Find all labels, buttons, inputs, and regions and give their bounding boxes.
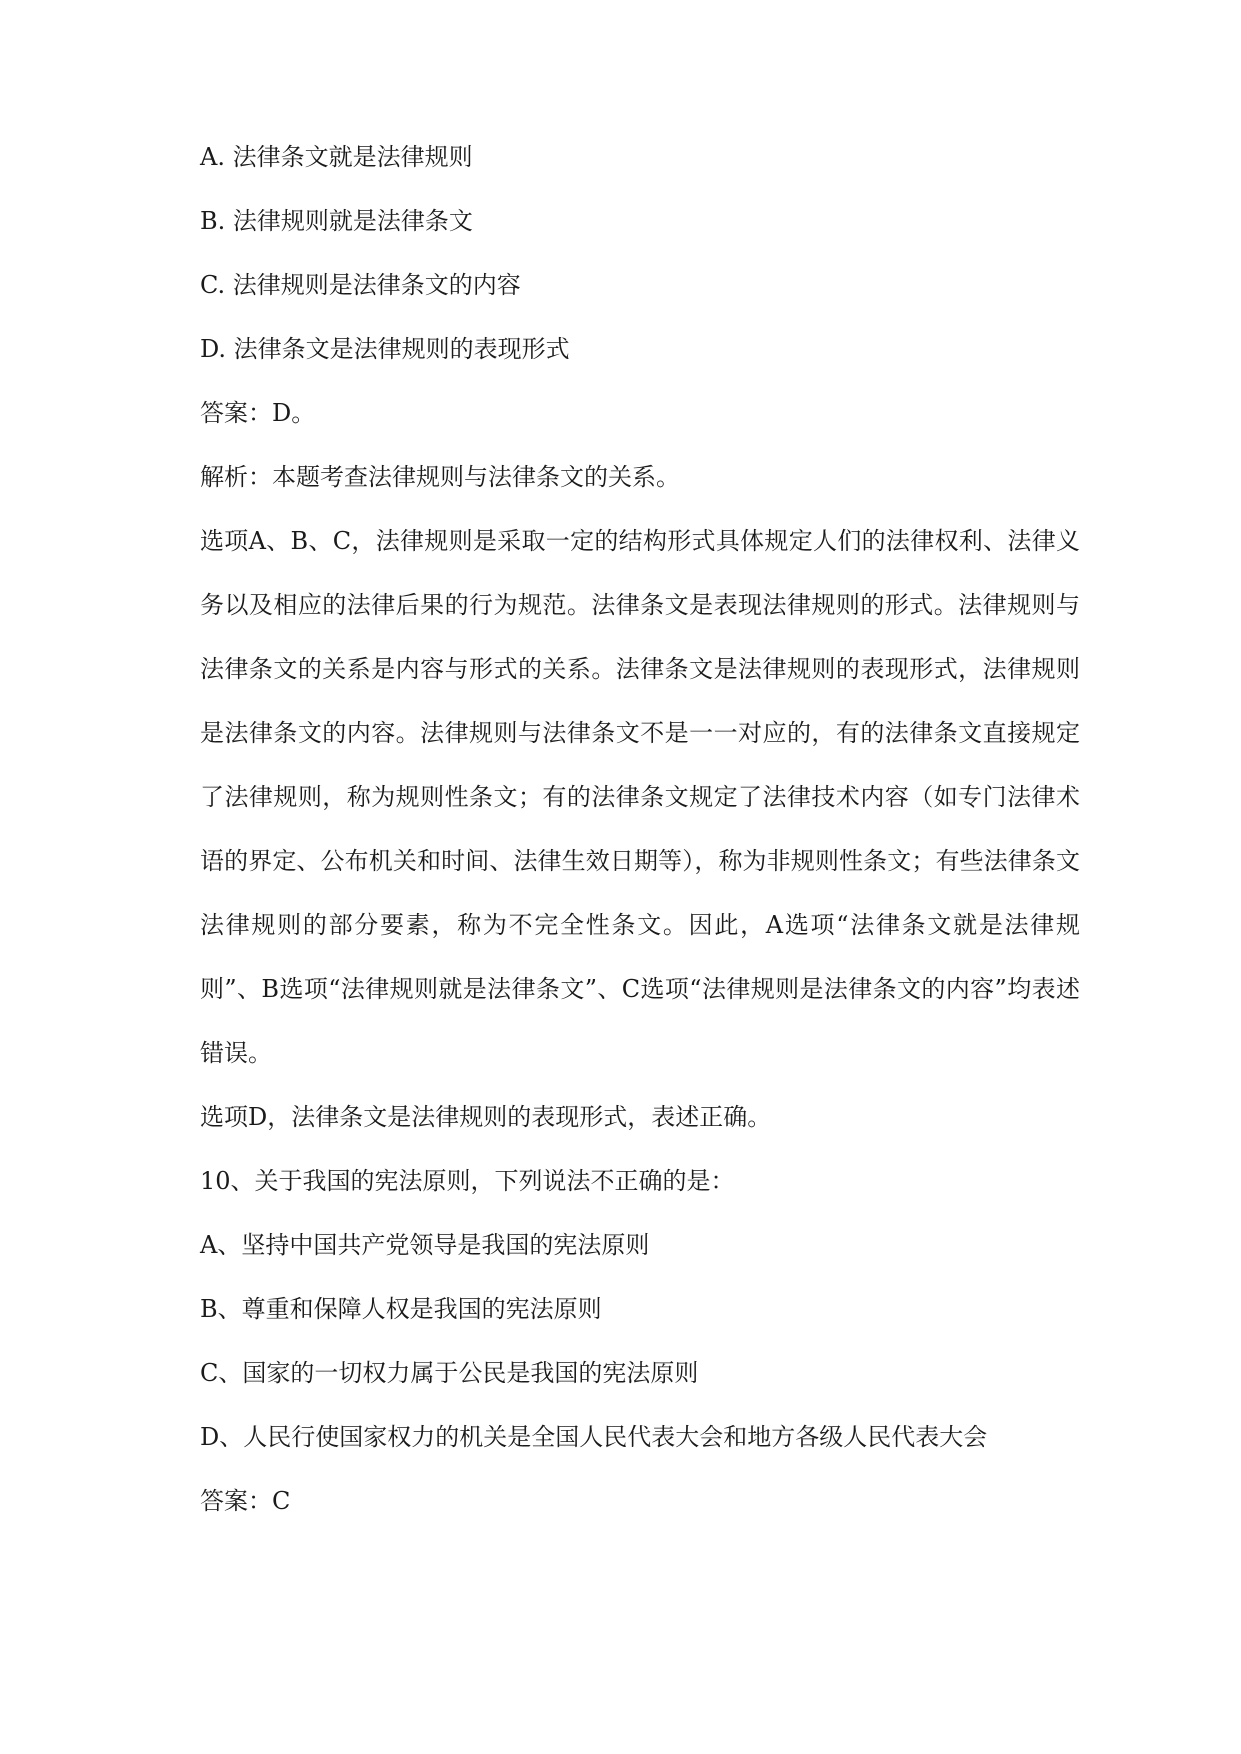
q9-analysis-options-abc: 选项A、B、C，法律规则是采取一定的结构形式具体规定人们的法律权利、法律义务以及相应的法律后果的行为规范。法律条文是表现法律规则的形式。法律规则与法律条文的关系是内容与形式的关系。法律条文是法律规则的表现形式，法律规则是法律条文的内容。法律规则与法律条文不是一一对应的，有的法律条文直接规定了法律规则，称为规则性条文；有的法律条文规定了法律技术内容（如专门法律术语的界定、公布机关和时间、法律生效日期等），称为非规则性条文；有些法律条文法律规则的部分要素，称为不完全性条文。因此，A选项“法律条文就是法律规则”、B选项“法律规则就是法律条文”、C选项“法律规则是法律条文的内容”均表述错误。 — [200, 527, 1080, 1067]
q9-option-b: B. 法律规则就是法律条文 — [200, 207, 473, 235]
page-content — [200, 140, 1080, 1548]
q9-option-a: A. 法律条文就是法律规则 — [200, 143, 473, 171]
q9-analysis-intro: 解析：本题考查法律规则与法律条文的关系。 — [200, 463, 680, 491]
q10-answer: 答案：C — [200, 1487, 291, 1515]
q9-answer: 答案：D。 — [200, 399, 316, 427]
q10-option-a: A、坚持中国共产党领导是我国的宪法原则 — [200, 1231, 650, 1259]
q9-option-c: C. 法律规则是法律条文的内容 — [200, 271, 521, 299]
q10-option-d: D、人民行使国家权力的机关是全国人民代表大会和地方各级人民代表大会 — [200, 1423, 988, 1451]
q9-analysis-option-d: 选项D，法律条文是法律规则的表现形式，表述正确。 — [200, 1103, 772, 1131]
q10-question: 10、关于我国的宪法原则，下列说法不正确的是： — [200, 1167, 735, 1195]
q9-option-d: D. 法律条文是法律规则的表现形式 — [200, 335, 570, 363]
q10-option-c: C、国家的一切权力属于公民是我国的宪法原则 — [200, 1359, 699, 1387]
q10-option-b: B、尊重和保障人权是我国的宪法原则 — [200, 1295, 602, 1323]
